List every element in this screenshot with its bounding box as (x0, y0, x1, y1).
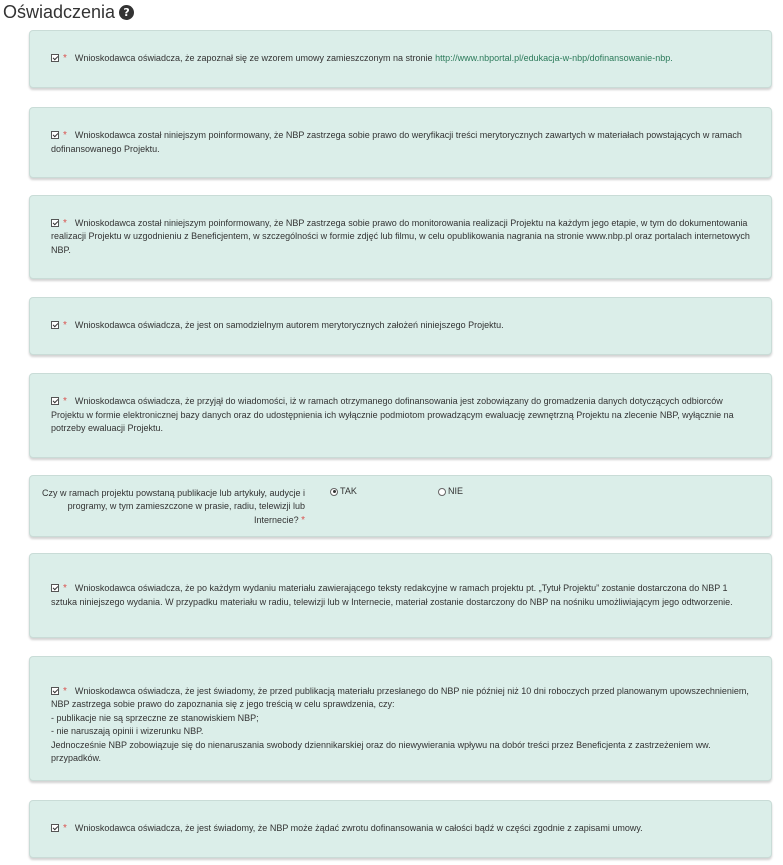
declaration-2-text: Wnioskodawca został niniejszym poinformowany, że NBP zastrzega sobie prawo do weryfikacji treści merytorycznych zawartych w materiałach powstających w ramach dofinansowanego Projektu. (51, 130, 742, 154)
declaration-4-text: Wnioskodawca oświadcza, że jest on samodzielnym autorem merytorycznych założeń niniejszego Projektu. (74, 320, 504, 331)
radio-tak-label[interactable]: TAK (340, 485, 357, 496)
declaration-panel-7 (29, 656, 772, 781)
declaration-panel-3 (29, 195, 772, 279)
required-icon: * (63, 396, 67, 408)
declaration-7-text: Wnioskodawca oświadcza, że jest świadomy, że przed publikacją materiału przesłanego do NBP nie później niż 10 dni roboczych przed planowanym upowszechnieniem, NBP zastrzega sobie prawo do zapoznania się z jego treścią w celu sprawdzenia, czy: - publikacje nie są sprzeczne ze stanowiskiem NBP; - nie naruszają opinii i wizerunku NBP. Jednocześnie NBP zobowiązuje się do nienaruszania swobody dziennikarskiej oraz do niewywierania wpływu na dobór treści przez Beneficjenta z zastrzeżeniem ww. przypadków. (51, 685, 749, 764)
radio-nie-button[interactable] (438, 488, 446, 496)
publications-question-panel (29, 475, 772, 537)
required-icon: * (63, 320, 67, 332)
declaration-3-checkbox[interactable] (51, 219, 59, 227)
declaration-2-checkbox[interactable] (51, 131, 59, 139)
required-icon: * (63, 685, 67, 697)
radio-nie[interactable] (438, 485, 546, 499)
declaration-8-checkbox[interactable] (51, 824, 59, 832)
declaration-panel-8 (29, 800, 772, 858)
required-icon: * (63, 583, 67, 594)
declaration-4-checkbox[interactable] (51, 321, 59, 329)
declaration-1-checkbox[interactable] (51, 54, 59, 62)
declaration-7-checkbox[interactable] (51, 687, 59, 695)
declaration-panel-6 (29, 553, 772, 638)
help-icon[interactable]: ? (119, 5, 134, 20)
declaration-5-checkbox[interactable] (51, 397, 59, 405)
page-title (3, 2, 134, 23)
radio-nie-label[interactable]: NIE (448, 485, 464, 496)
declaration-panel-2 (29, 107, 772, 178)
declaration-panel-4 (29, 297, 772, 355)
required-icon: * (63, 130, 67, 141)
dofinansowanie-link[interactable]: http://www.nbportal.pl/edukacja-w-nbp/dofinansowanie-nbp. (435, 53, 673, 64)
page-title-text: Oświadczenia (3, 2, 116, 22)
required-icon: * (63, 217, 67, 229)
declaration-6-checkbox[interactable] (51, 584, 59, 592)
radio-tak[interactable] (330, 485, 438, 499)
declaration-6-text: Wnioskodawca oświadcza, że po każdym wydaniu materiału zawierającego teksty redakcyjne w ramach projektu pt. „Tytuł Projektu” zostanie dostarczona do NBP 1 sztuka niniejszego wydania. W przypadku materiału w radiu, telewizji lub w Internecie, materiał zostanie dostarczony do NBP na nośniku umożliwiającym jego odtworzenie. (51, 583, 733, 607)
required-icon: * (63, 823, 67, 835)
declaration-1-text: Wnioskodawca oświadcza, że zapoznał się ze wzorem umowy zamieszczonym na stronie (74, 53, 436, 64)
declaration-panel-1 (29, 30, 772, 88)
radio-tak-button[interactable] (330, 488, 338, 496)
required-icon: * (63, 53, 67, 65)
publications-question-label: Czy w ramach projektu powstaną publikacje lub artykuły, audycje i programy, w tym zamieszczone w prasie, radiu, telewizji lub Internecie? * (42, 487, 305, 526)
declaration-3-text: Wnioskodawca został niniejszym poinformowany, że NBP zastrzega sobie prawo do monitorowania realizacji Projektu na każdym jego etapie, w tym do dokumentowania realizacji Projektu w uzgodnieniu z Beneficjentem, w szczególności w formie zdjęć lub filmu, w celu opublikowania nagrania na stronie www.nbp.pl oraz portalach internetowych NBP. (51, 217, 750, 255)
declaration-5-text: Wnioskodawca oświadcza, że przyjął do wiadomości, iż w ramach otrzymanego dofinansowania jest zobowiązany do gromadzenia danych dotyczących odbiorców Projektu w formie elektronicznej bazy danych oraz do udostępnienia ich wyłącznie podmiotom prowadzącym ewaluację zewnętrzną Projektu na zlecenie NBP, wyłącznie na potrzeby ewaluacji Projektu. (51, 396, 734, 434)
declaration-panel-5 (29, 373, 772, 458)
required-icon: * (301, 514, 305, 526)
declaration-8-text: Wnioskodawca oświadcza, że jest świadomy, że NBP może żądać zwrotu dofinansowania w całości bądź w części zgodnie z zapisami umowy. (74, 823, 643, 834)
